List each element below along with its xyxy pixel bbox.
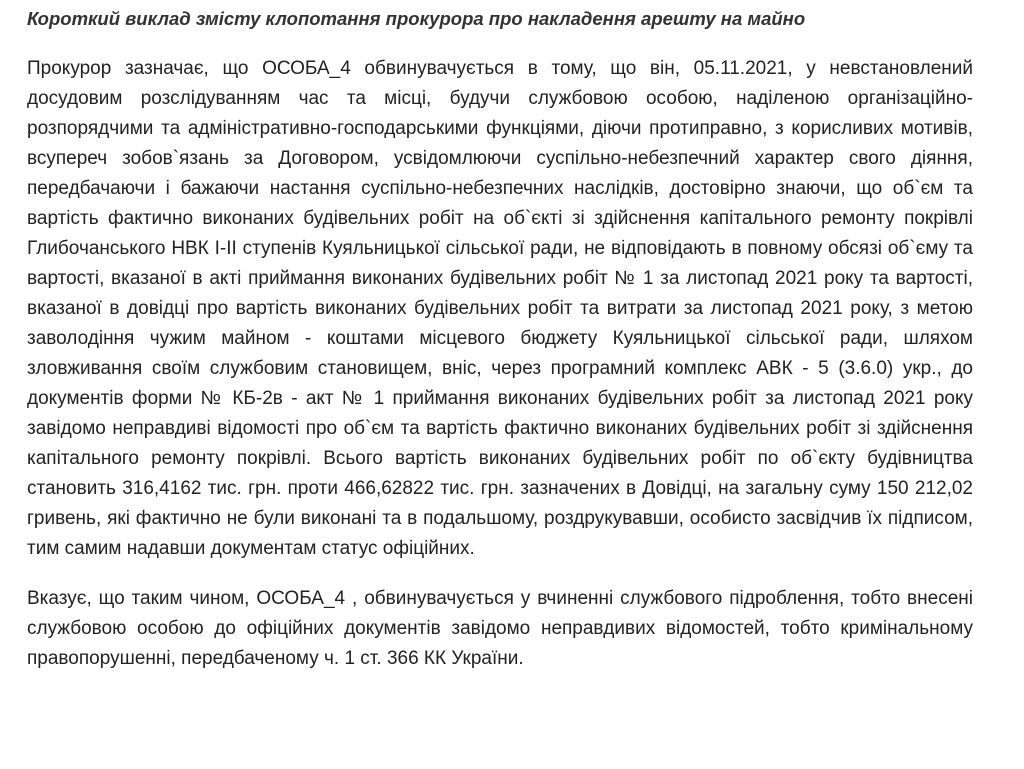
section-heading: Короткий виклад змісту клопотання прокурора про накладення арешту на майно [27, 8, 806, 29]
paragraph-prosecutor-statement: Прокурор зазначає, що ОСОБА_4 обвинувачується в тому, що він, 05.11.2021, у невстановлений досудовим розслідуванням час та місці, будучи службовою особою, наділеною організаційно-розпорядчими та адміністративно-господарськими функціями, діючи протиправно, з корисливих мотивів, всупереч зобов`язань за Договором, усвідомлюючи суспільно-небезпечний характер свого діяння, передбачаючи і бажаючи настання суспільно-небезпечних наслідків, достовірно знаючи, що об`єм та вартість фактично виконаних будівельних робіт на об`єкті зі здійснення капітального ремонту покрівлі Глибочанського НВК І-ІІ ступенів Куяльницької сільської ради, не відповідають в повному обсязі об`єму та вартості, вказаної в акті приймання виконаних будівельних робіт № 1 за листопад 2021 року та вартості, вказаної в довідці про вартість виконаних будівельних робіт та витрати за листопад 2021 року, з метою заволодіння чужим майном - коштами місцевого бюджету Куяльницької сільської ради, шляхом зловживання своїм службовим становищем, вніс, через програмний комплекс АВК - 5 (3.6.0) укр., до документів форми № КБ-2в - акт № 1 приймання виконаних будівельних робіт за листопад 2021 року завідомо неправдиві відомості про об`єм та вартість фактично виконаних будівельних робіт зі здійснення капітального ремонту покрівлі. Всього вартість виконаних будівельних робіт по об`єкту будівництва становить 316,4162 тис. грн. проти 466,62822 тис. грн. зазначених в Довідці, на загальну суму 150 212,02 гривень, які фактично не були виконані та в подальшому, роздрукувавши, особисто засвідчив їх підписом, тим самим надавши документам статус офіційних. [27, 58, 973, 559]
document-content [27, 0, 973, 674]
paragraph-qualification: Вказує, що таким чином, ОСОБА_4 , обвинувачується у вчиненні службового підроблення, тобто внесені службовою особою до офіційних документів завідомо неправдивих відомостей, тобто кримінальному правопорушенні, передбаченому ч. 1 ст. 366 КК України. [27, 588, 973, 669]
